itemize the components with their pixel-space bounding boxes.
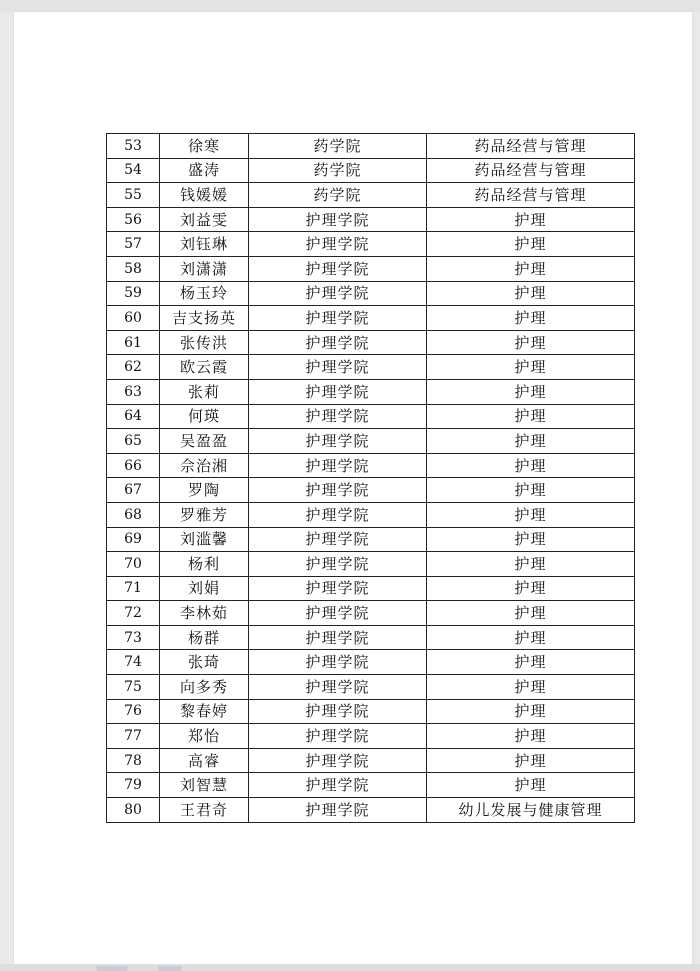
college-name-cell: 护理学院 xyxy=(249,379,427,404)
college-name-cell: 护理学院 xyxy=(249,478,427,503)
table-row xyxy=(107,527,635,552)
table-row xyxy=(107,330,635,355)
student-name-cell: 吴盈盈 xyxy=(160,429,249,454)
row-number-cell: 78 xyxy=(107,748,160,773)
table-row xyxy=(107,207,635,232)
major-name-cell: 护理 xyxy=(427,675,635,700)
student-name-cell: 王君奇 xyxy=(160,798,249,823)
student-name-cell: 何瑛 xyxy=(160,404,249,429)
major-name-cell: 护理 xyxy=(427,552,635,577)
student-name-cell: 张传洪 xyxy=(160,330,249,355)
student-name-cell: 刘娟 xyxy=(160,576,249,601)
college-name-cell: 护理学院 xyxy=(249,798,427,823)
major-name-cell: 护理 xyxy=(427,330,635,355)
scrollbar-thumb-secondary[interactable] xyxy=(158,966,182,971)
major-name-cell: 护理 xyxy=(427,429,635,454)
row-number-cell: 79 xyxy=(107,773,160,798)
row-number-cell: 60 xyxy=(107,306,160,331)
table-row xyxy=(107,134,635,159)
table-row xyxy=(107,699,635,724)
college-name-cell: 护理学院 xyxy=(249,699,427,724)
table-row xyxy=(107,158,635,183)
row-number-cell: 54 xyxy=(107,158,160,183)
college-name-cell: 药学院 xyxy=(249,134,427,159)
student-name-cell: 李林茹 xyxy=(160,601,249,626)
row-number-cell: 67 xyxy=(107,478,160,503)
student-name-cell: 黎春婷 xyxy=(160,699,249,724)
college-name-cell: 护理学院 xyxy=(249,527,427,552)
major-name-cell: 护理 xyxy=(427,724,635,749)
row-number-cell: 61 xyxy=(107,330,160,355)
table-row xyxy=(107,478,635,503)
table-row xyxy=(107,281,635,306)
student-name-cell: 杨群 xyxy=(160,625,249,650)
college-name-cell: 护理学院 xyxy=(249,306,427,331)
major-name-cell: 护理 xyxy=(427,748,635,773)
row-number-cell: 69 xyxy=(107,527,160,552)
row-number-cell: 71 xyxy=(107,576,160,601)
college-name-cell: 护理学院 xyxy=(249,650,427,675)
row-number-cell: 77 xyxy=(107,724,160,749)
row-number-cell: 66 xyxy=(107,453,160,478)
table-row xyxy=(107,453,635,478)
college-name-cell: 护理学院 xyxy=(249,601,427,626)
table-row xyxy=(107,773,635,798)
major-name-cell: 药品经营与管理 xyxy=(427,183,635,208)
college-name-cell: 护理学院 xyxy=(249,330,427,355)
row-number-cell: 58 xyxy=(107,256,160,281)
college-name-cell: 护理学院 xyxy=(249,207,427,232)
row-number-cell: 75 xyxy=(107,675,160,700)
student-name-cell: 杨玉玲 xyxy=(160,281,249,306)
major-name-cell: 护理 xyxy=(427,478,635,503)
major-name-cell: 护理 xyxy=(427,355,635,380)
major-name-cell: 护理 xyxy=(427,650,635,675)
student-name-cell: 刘钰琳 xyxy=(160,232,249,257)
major-name-cell: 护理 xyxy=(427,207,635,232)
table-row xyxy=(107,379,635,404)
scrollbar-thumb[interactable] xyxy=(96,966,128,971)
row-number-cell: 62 xyxy=(107,355,160,380)
student-name-cell: 罗陶 xyxy=(160,478,249,503)
major-name-cell: 护理 xyxy=(427,404,635,429)
document-page xyxy=(14,12,692,964)
college-name-cell: 护理学院 xyxy=(249,552,427,577)
student-name-cell: 佘治湘 xyxy=(160,453,249,478)
college-name-cell: 护理学院 xyxy=(249,675,427,700)
row-number-cell: 56 xyxy=(107,207,160,232)
college-name-cell: 护理学院 xyxy=(249,625,427,650)
college-name-cell: 药学院 xyxy=(249,183,427,208)
student-name-cell: 刘益雯 xyxy=(160,207,249,232)
major-name-cell: 药品经营与管理 xyxy=(427,158,635,183)
major-name-cell: 护理 xyxy=(427,281,635,306)
row-number-cell: 74 xyxy=(107,650,160,675)
row-number-cell: 55 xyxy=(107,183,160,208)
college-name-cell: 药学院 xyxy=(249,158,427,183)
student-name-cell: 吉支扬英 xyxy=(160,306,249,331)
major-name-cell: 护理 xyxy=(427,306,635,331)
table-row xyxy=(107,650,635,675)
major-name-cell: 护理 xyxy=(427,256,635,281)
table-row xyxy=(107,625,635,650)
major-name-cell: 护理 xyxy=(427,379,635,404)
row-number-cell: 68 xyxy=(107,502,160,527)
student-name-cell: 高睿 xyxy=(160,748,249,773)
college-name-cell: 护理学院 xyxy=(249,404,427,429)
row-number-cell: 76 xyxy=(107,699,160,724)
college-name-cell: 护理学院 xyxy=(249,281,427,306)
student-name-cell: 刘滥馨 xyxy=(160,527,249,552)
major-name-cell: 护理 xyxy=(427,576,635,601)
table-row xyxy=(107,502,635,527)
row-number-cell: 59 xyxy=(107,281,160,306)
college-name-cell: 护理学院 xyxy=(249,502,427,527)
student-name-cell: 郑怡 xyxy=(160,724,249,749)
student-name-cell: 钱媛媛 xyxy=(160,183,249,208)
table-row xyxy=(107,675,635,700)
college-name-cell: 护理学院 xyxy=(249,429,427,454)
student-name-cell: 杨利 xyxy=(160,552,249,577)
major-name-cell: 护理 xyxy=(427,601,635,626)
student-name-cell: 张琦 xyxy=(160,650,249,675)
major-name-cell: 药品经营与管理 xyxy=(427,134,635,159)
student-name-cell: 罗雅芳 xyxy=(160,502,249,527)
college-name-cell: 护理学院 xyxy=(249,748,427,773)
student-name-cell: 盛涛 xyxy=(160,158,249,183)
table-row xyxy=(107,256,635,281)
table-row xyxy=(107,576,635,601)
row-number-cell: 70 xyxy=(107,552,160,577)
student-name-cell: 欧云霞 xyxy=(160,355,249,380)
row-number-cell: 72 xyxy=(107,601,160,626)
table-row xyxy=(107,429,635,454)
major-name-cell: 护理 xyxy=(427,773,635,798)
student-roster-table xyxy=(106,133,635,823)
student-name-cell: 张莉 xyxy=(160,379,249,404)
row-number-cell: 57 xyxy=(107,232,160,257)
table-row xyxy=(107,355,635,380)
student-name-cell: 向多秀 xyxy=(160,675,249,700)
row-number-cell: 80 xyxy=(107,798,160,823)
table-row xyxy=(107,183,635,208)
student-name-cell: 徐寒 xyxy=(160,134,249,159)
table-row xyxy=(107,748,635,773)
student-name-cell: 刘智慧 xyxy=(160,773,249,798)
college-name-cell: 护理学院 xyxy=(249,232,427,257)
college-name-cell: 护理学院 xyxy=(249,256,427,281)
table-row xyxy=(107,798,635,823)
row-number-cell: 73 xyxy=(107,625,160,650)
row-number-cell: 53 xyxy=(107,134,160,159)
major-name-cell: 护理 xyxy=(427,699,635,724)
major-name-cell: 护理 xyxy=(427,453,635,478)
major-name-cell: 幼儿发展与健康管理 xyxy=(427,798,635,823)
major-name-cell: 护理 xyxy=(427,527,635,552)
viewer-top-edge xyxy=(0,0,700,12)
table-row xyxy=(107,552,635,577)
table-row xyxy=(107,306,635,331)
row-number-cell: 63 xyxy=(107,379,160,404)
college-name-cell: 护理学院 xyxy=(249,773,427,798)
college-name-cell: 护理学院 xyxy=(249,724,427,749)
table-row xyxy=(107,601,635,626)
college-name-cell: 护理学院 xyxy=(249,576,427,601)
table-row xyxy=(107,232,635,257)
roster-body xyxy=(107,134,635,823)
major-name-cell: 护理 xyxy=(427,502,635,527)
row-number-cell: 64 xyxy=(107,404,160,429)
student-name-cell: 刘潇潇 xyxy=(160,256,249,281)
table-row xyxy=(107,404,635,429)
college-name-cell: 护理学院 xyxy=(249,453,427,478)
major-name-cell: 护理 xyxy=(427,625,635,650)
college-name-cell: 护理学院 xyxy=(249,355,427,380)
row-number-cell: 65 xyxy=(107,429,160,454)
table-row xyxy=(107,724,635,749)
major-name-cell: 护理 xyxy=(427,232,635,257)
